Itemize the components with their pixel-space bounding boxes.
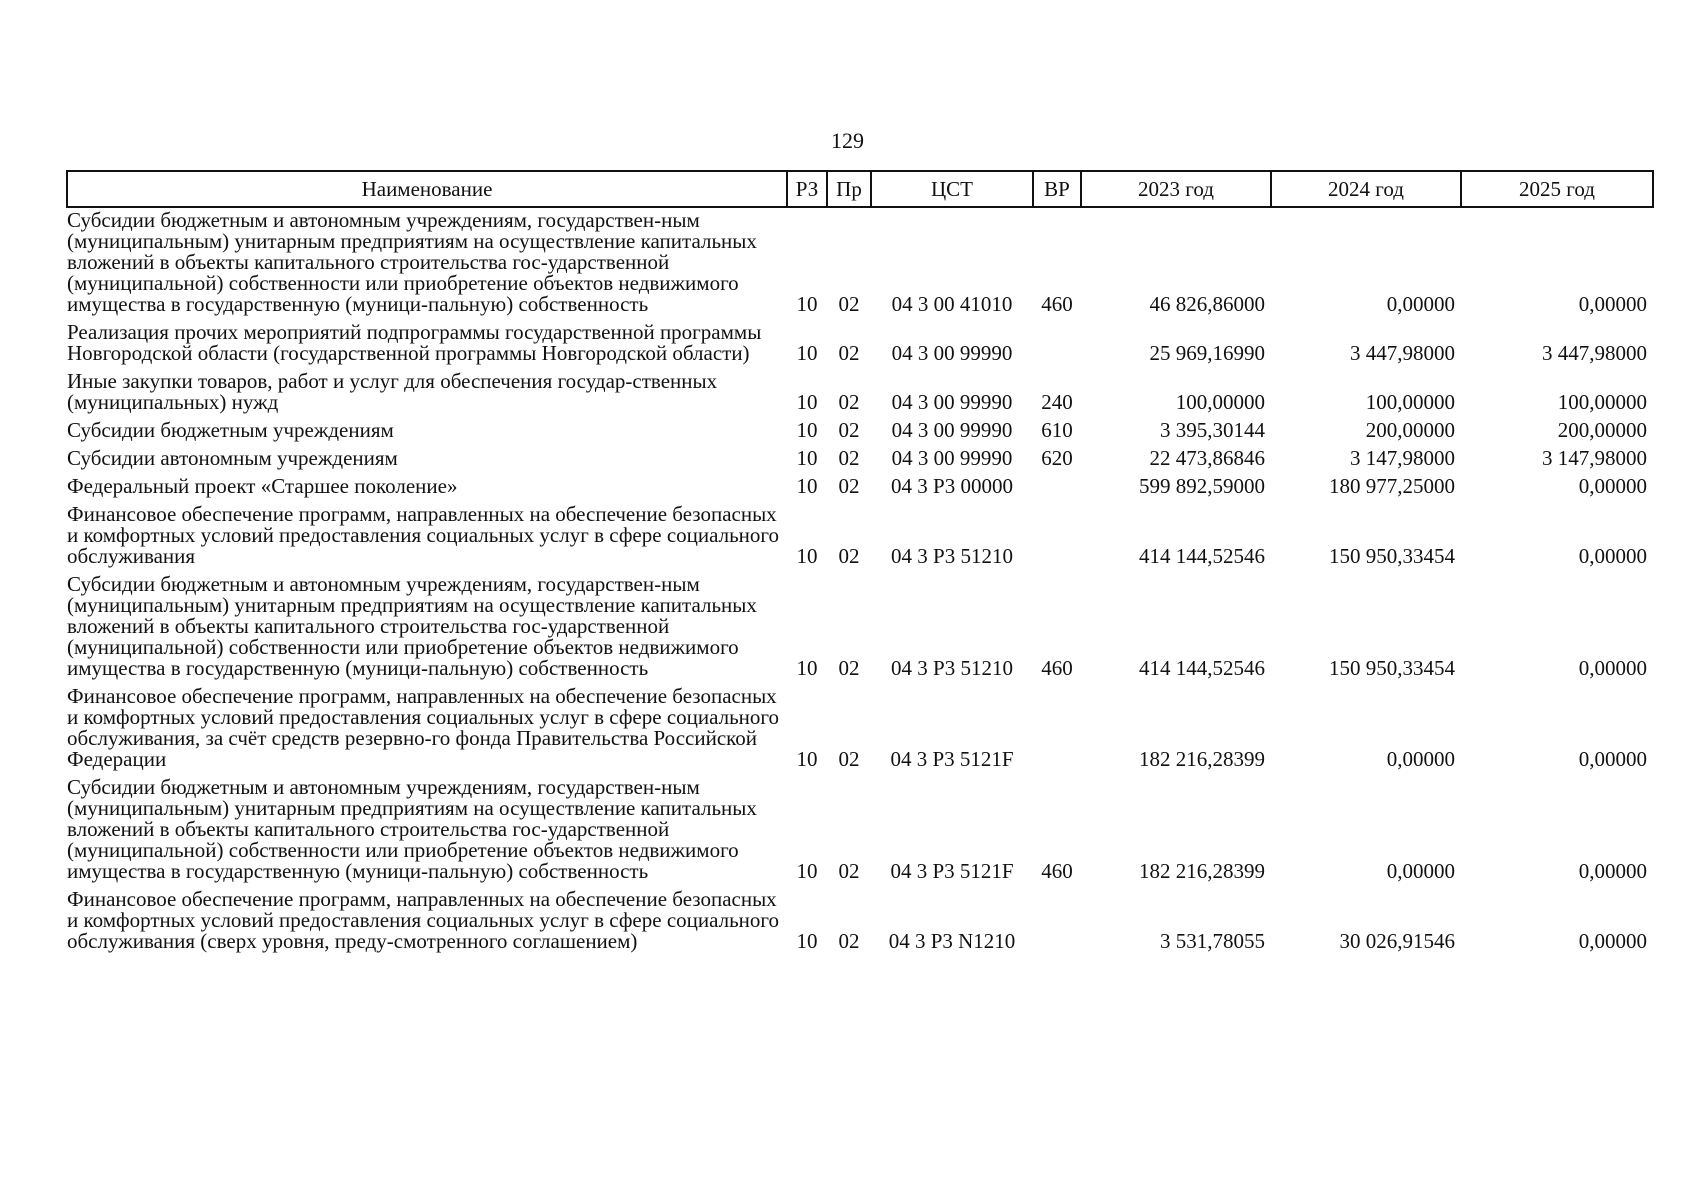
cell-vr bbox=[1033, 474, 1081, 502]
cell-rz: 10 bbox=[796, 929, 818, 953]
cell-2023: 182 216,28399 bbox=[1139, 859, 1265, 883]
cell-2023: 599 892,59000 bbox=[1139, 474, 1265, 498]
cell-pr: 02 bbox=[838, 929, 860, 953]
cell-rz: 10 bbox=[796, 292, 818, 316]
table-row bbox=[67, 572, 1653, 684]
cell-2023: 182 216,28399 bbox=[1139, 747, 1265, 771]
cell-2025: 0,00000 bbox=[1578, 292, 1647, 316]
cell-pr: 02 bbox=[838, 446, 860, 470]
table-row bbox=[67, 207, 1653, 320]
cell-vr bbox=[1033, 887, 1081, 957]
cell-2024: 180 977,25000 bbox=[1329, 474, 1455, 498]
cell-2024: 3 447,98000 bbox=[1350, 341, 1455, 365]
cell-vr bbox=[1033, 684, 1081, 775]
cell-pr: 02 bbox=[838, 656, 860, 680]
cell-rz: 10 bbox=[796, 859, 818, 883]
cell-rz: 10 bbox=[796, 418, 818, 442]
cell-vr: 620 bbox=[1041, 446, 1073, 470]
cell-rz: 10 bbox=[796, 656, 818, 680]
cell-2025: 0,00000 bbox=[1578, 544, 1647, 568]
cell-2024: 0,00000 bbox=[1386, 859, 1455, 883]
cell-rz: 10 bbox=[796, 341, 818, 365]
cell-rz: 10 bbox=[796, 390, 818, 414]
cell-2024: 30 026,91546 bbox=[1339, 929, 1455, 953]
header-vr: ВР bbox=[1033, 171, 1081, 207]
cell-vr: 460 bbox=[1041, 859, 1073, 883]
header-rz: РЗ bbox=[787, 171, 827, 207]
cell-cst: 04 3 P3 N1210 bbox=[888, 929, 1016, 953]
table-row bbox=[67, 446, 1653, 474]
table-body bbox=[67, 207, 1653, 957]
table-row bbox=[67, 684, 1653, 775]
cell-rz: 10 bbox=[796, 747, 818, 771]
cell-2025: 200,00000 bbox=[1557, 418, 1647, 442]
cell-2023: 414 144,52546 bbox=[1139, 544, 1265, 568]
cell-vr: 610 bbox=[1041, 418, 1073, 442]
cell-rz: 10 bbox=[796, 446, 818, 470]
cell-2024: 0,00000 bbox=[1386, 292, 1455, 316]
cell-2025: 0,00000 bbox=[1578, 929, 1647, 953]
cell-vr: 460 bbox=[1041, 656, 1073, 680]
cell-cst: 04 3 00 41010 bbox=[891, 292, 1013, 316]
header-pr: Пр bbox=[827, 171, 871, 207]
cell-name: Реализация прочих мероприятий подпрограммы государственной программы Новгородской области (государственной программы Новгородской области) bbox=[67, 320, 762, 365]
cell-2025: 100,00000 bbox=[1557, 390, 1647, 414]
cell-2023: 414 144,52546 bbox=[1139, 656, 1265, 680]
table-row bbox=[67, 320, 1653, 369]
header-2025: 2025 год bbox=[1461, 171, 1653, 207]
cell-2024: 0,00000 bbox=[1386, 747, 1455, 771]
table-row bbox=[67, 887, 1653, 957]
cell-cst: 04 3 00 99990 bbox=[891, 341, 1013, 365]
cell-2023: 25 969,16990 bbox=[1149, 341, 1265, 365]
cell-rz: 10 bbox=[796, 474, 818, 498]
budget-table bbox=[66, 170, 1654, 957]
cell-cst: 04 3 00 99990 bbox=[891, 390, 1013, 414]
cell-2023: 3 531,78055 bbox=[1160, 929, 1265, 953]
header-cst: ЦСТ bbox=[871, 171, 1033, 207]
cell-2025: 3 447,98000 bbox=[1542, 341, 1647, 365]
cell-pr: 02 bbox=[838, 859, 860, 883]
cell-2025: 0,00000 bbox=[1578, 474, 1647, 498]
cell-pr: 02 bbox=[838, 292, 860, 316]
cell-pr: 02 bbox=[838, 341, 860, 365]
cell-vr bbox=[1033, 502, 1081, 572]
cell-name: Субсидии бюджетным учреждениям bbox=[67, 418, 394, 442]
cell-cst: 04 3 00 99990 bbox=[891, 446, 1013, 470]
cell-cst: 04 3 P3 51210 bbox=[891, 656, 1013, 680]
cell-2023: 3 395,30144 bbox=[1160, 418, 1265, 442]
cell-name: Финансовое обеспечение программ, направленных на обеспечение безопасных и комфортных условий предоставления социальных услуг в сфере социального обслуживания (сверх уровня, преду-смотренного соглашением) bbox=[67, 887, 780, 953]
cell-2025: 0,00000 bbox=[1578, 859, 1647, 883]
cell-2025: 0,00000 bbox=[1578, 656, 1647, 680]
cell-pr: 02 bbox=[838, 390, 860, 414]
cell-2023: 100,00000 bbox=[1175, 390, 1265, 414]
cell-pr: 02 bbox=[838, 747, 860, 771]
cell-cst: 04 3 P3 00000 bbox=[891, 474, 1013, 498]
table-row bbox=[67, 502, 1653, 572]
cell-2025: 3 147,98000 bbox=[1542, 446, 1647, 470]
cell-2024: 3 147,98000 bbox=[1350, 446, 1455, 470]
cell-2023: 46 826,86000 bbox=[1149, 292, 1265, 316]
cell-vr: 240 bbox=[1041, 390, 1073, 414]
cell-name: Финансовое обеспечение программ, направленных на обеспечение безопасных и комфортных условий предоставления социальных услуг в сфере социального обслуживания, за счёт средств резервно-го фонда Правительства Российской Федерации bbox=[67, 684, 780, 771]
cell-2024: 200,00000 bbox=[1365, 418, 1455, 442]
table-row bbox=[67, 474, 1653, 502]
cell-name: Субсидии бюджетным и автономным учреждениям, государствен-ным (муниципальным) унитарным предприятиям на осуществление капитальных вложений в объекты капитального строительства гос-ударственной (муниципальной) собственности или приобретение объектов недвижимого имущества в государственную (муници-пальную) собственность bbox=[67, 208, 757, 316]
cell-vr bbox=[1033, 320, 1081, 369]
cell-2024: 150 950,33454 bbox=[1329, 544, 1455, 568]
cell-cst: 04 3 P3 51210 bbox=[891, 544, 1013, 568]
table-row bbox=[67, 369, 1653, 418]
cell-pr: 02 bbox=[838, 544, 860, 568]
cell-cst: 04 3 00 99990 bbox=[891, 418, 1013, 442]
cell-name: Финансовое обеспечение программ, направленных на обеспечение безопасных и комфортных условий предоставления социальных услуг в сфере социального обслуживания bbox=[67, 502, 780, 568]
cell-vr: 460 bbox=[1041, 292, 1073, 316]
cell-name: Федеральный проект «Старшее поколение» bbox=[67, 474, 458, 498]
cell-2024: 100,00000 bbox=[1365, 390, 1455, 414]
cell-name: Субсидии бюджетным и автономным учреждениям, государствен-ным (муниципальным) унитарным предприятиям на осуществление капитальных вложений в объекты капитального строительства гос-ударственной (муниципальной) собственности или приобретение объектов недвижимого имущества в государственную (муници-пальную) собственность bbox=[67, 775, 757, 883]
cell-name: Субсидии автономным учреждениям bbox=[67, 446, 398, 470]
cell-cst: 04 3 P3 5121F bbox=[890, 859, 1014, 883]
table-row bbox=[67, 775, 1653, 887]
table-header-row bbox=[67, 171, 1653, 207]
table-row bbox=[67, 418, 1653, 446]
header-name: Наименование bbox=[67, 171, 787, 207]
cell-name: Субсидии бюджетным и автономным учреждениям, государствен-ным (муниципальным) унитарным предприятиям на осуществление капитальных вложений в объекты капитального строительства гос-ударственной (муниципальной) собственности или приобретение объектов недвижимого имущества в государственную (муници-пальную) собственность bbox=[67, 572, 757, 680]
header-2023: 2023 год bbox=[1081, 171, 1271, 207]
cell-2025: 0,00000 bbox=[1578, 747, 1647, 771]
cell-2024: 150 950,33454 bbox=[1329, 656, 1455, 680]
cell-pr: 02 bbox=[838, 474, 860, 498]
cell-rz: 10 bbox=[796, 544, 818, 568]
cell-name: Иные закупки товаров, работ и услуг для обеспечения государ-ственных (муниципальных) нужд bbox=[67, 369, 718, 414]
header-2024: 2024 год bbox=[1271, 171, 1461, 207]
cell-pr: 02 bbox=[838, 418, 860, 442]
page-number: 129 bbox=[831, 128, 864, 153]
cell-cst: 04 3 P3 5121F bbox=[890, 747, 1014, 771]
cell-2023: 22 473,86846 bbox=[1149, 446, 1265, 470]
